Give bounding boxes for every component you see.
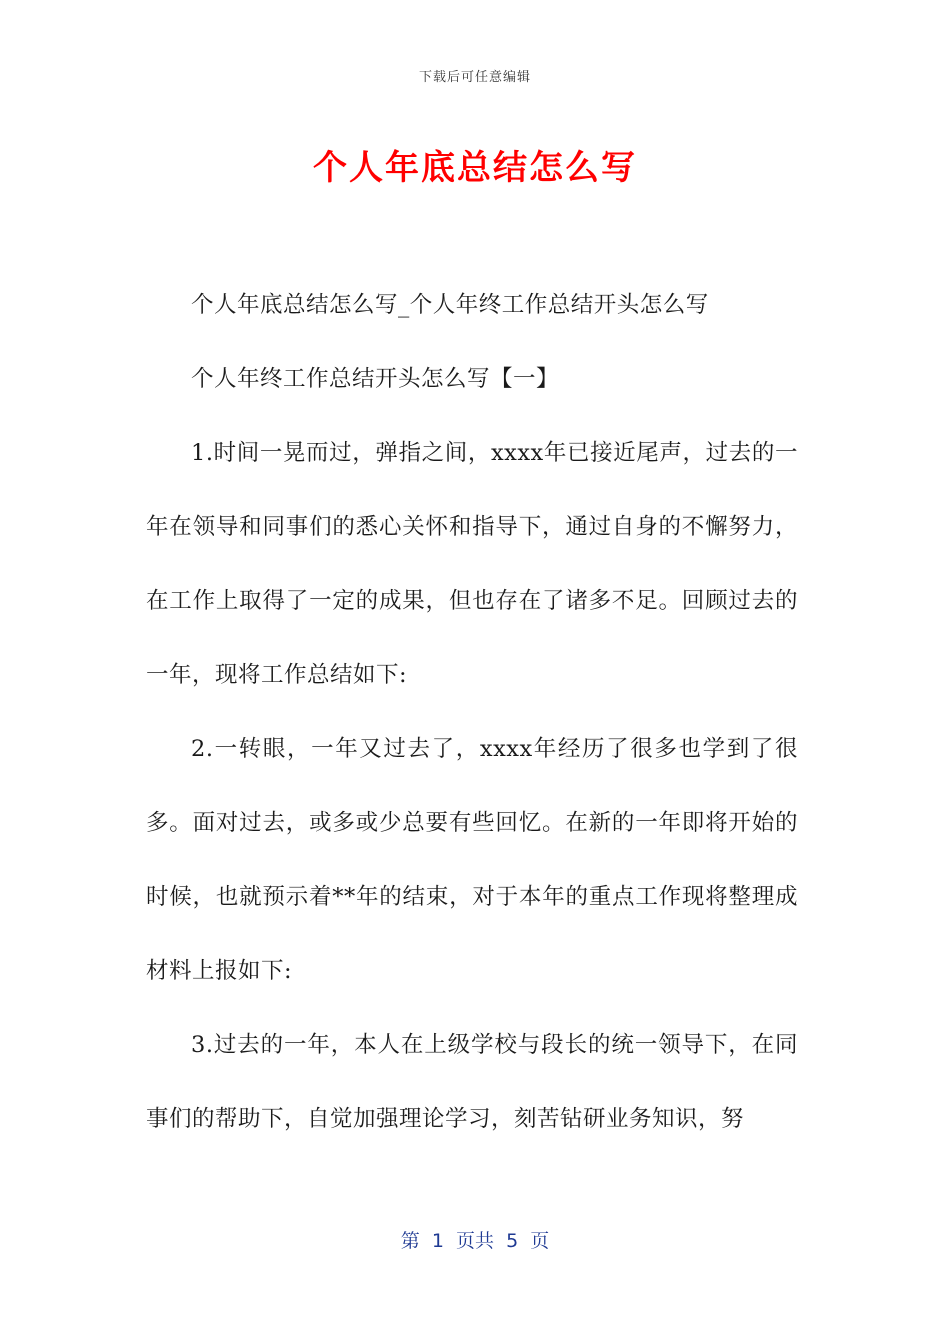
paragraph-item-3: 3.过去的一年，本人在上级学校与段长的统一领导下，在同事们的帮助下，自觉加强理论学习，刻苦钻研业务知识，努 [146,1032,798,1132]
paragraph-item-2: 2.一转眼，一年又过去了，xxxx年经历了很多也学到了很多。面对过去，或多或少总要有些回忆。在新的一年即将开始的时候，也就预示着**年的结束，对于本年的重点工作现将整理成材料上报如下: [146,736,798,984]
document-body [146,268,798,1156]
header-note: 下载后可任意编辑 [418,70,531,85]
paragraph-heading-section: 个人年终工作总结开头怎么写【一】 [191,366,560,392]
paragraph-item-1: 1.时间一晃而过，弹指之间，xxxx年已接近尾声，过去的一年在领导和同事们的悉心关怀和指导下，通过自身的不懈努力，在工作上取得了一定的成果，但也存在了诸多不足。回顾过去的一年，现将工作总结如下: [146,440,798,688]
page-number-footer: 第 1 页共 5 页 [400,1230,550,1252]
document-title: 个人年底总结怎么写 [313,148,637,188]
paragraph-heading-main: 个人年底总结怎么写_个人年终工作总结开头怎么写 [191,292,709,318]
